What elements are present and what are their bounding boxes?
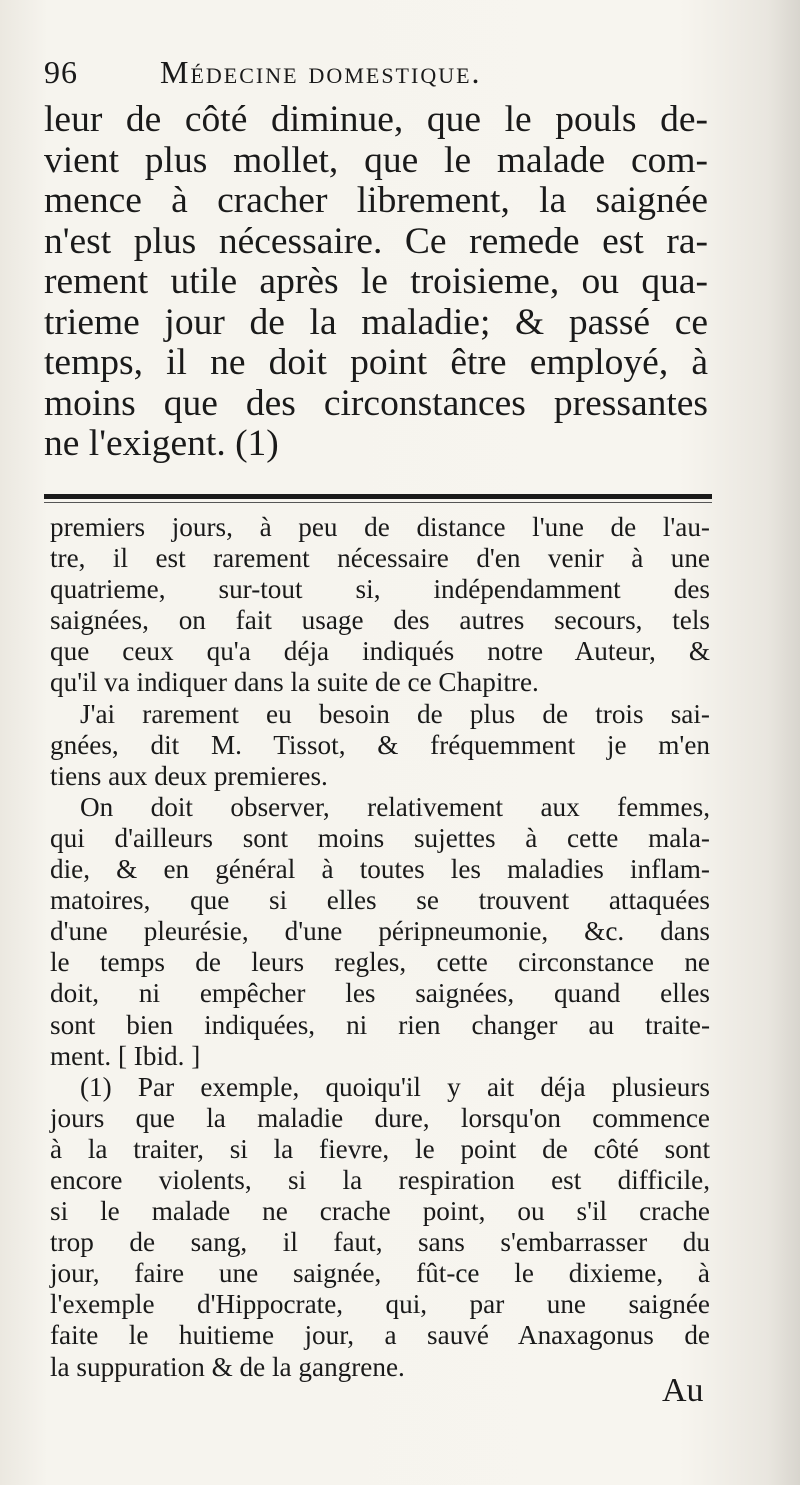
main-text-line: mence à cracher librement, la saignée (44, 180, 708, 221)
footnote-divider-thin-rule (44, 502, 712, 503)
note-line: doit, ni empêcher les saignées, quand elles (50, 978, 710, 1009)
main-text-line: temps, il ne doit point être employé, à (44, 342, 708, 383)
note-line: jour, faire une saignée, fût-ce le dixieme, à (50, 1258, 710, 1289)
note-line: qui d'ailleurs sont moins sujettes à cette mala- (50, 822, 710, 853)
note-line: le temps de leurs regles, cette circonstance ne (50, 947, 710, 978)
main-text-block (44, 100, 708, 465)
note-line: On doit observer, relativement aux femmes, (80, 791, 710, 822)
main-text-line: leur de côté diminue, que le pouls de- (44, 99, 708, 140)
note-line: l'exemple d'Hippocrate, qui, par une saignée (50, 1289, 710, 1320)
note-line: si le malade ne crache point, ou s'il crache (50, 1196, 710, 1227)
note-line: J'ai rarement eu besoin de plus de trois sai- (80, 698, 710, 729)
note-line: encore violents, si la respiration est difficile, (50, 1164, 710, 1195)
note-line: la suppuration & de la gangrene. (50, 1351, 405, 1382)
main-text-line: rement utile après le troisieme, ou qua- (44, 261, 708, 302)
note-line: jours que la maladie dure, lorsqu'on commence (50, 1102, 710, 1133)
note-line: gnées, dit M. Tissot, & fréquemment je m'en (50, 729, 710, 760)
main-text-line: trieme jour de la maladie; & passé ce (44, 301, 708, 343)
note-line: saignées, on fait usage des autres secours, tels (50, 605, 710, 636)
main-text-line: moins que des circonstances pressantes (44, 382, 708, 424)
note-line: sont bien indiquées, ni rien changer au traite- (50, 1009, 710, 1040)
main-text-line: n'est plus nécessaire. Ce remede est ra- (44, 220, 708, 262)
note-line: d'une pleurésie, d'une péripneumonie, &c. dans (50, 916, 710, 947)
page-header (44, 54, 744, 98)
catchword: Au (662, 1372, 704, 1409)
note-line: die, & en général à toutes les maladies inflam- (50, 854, 710, 885)
main-text-line: vient plus mollet, que le malade com- (44, 139, 708, 181)
note-line: trop de sang, il faut, sans s'embarrasser du (50, 1227, 710, 1258)
note-line: tre, il est rarement nécessaire d'en venir à une (50, 543, 710, 574)
note-line: à la traiter, si la fievre, le point de côté sont (50, 1133, 710, 1164)
page-number: 96 (44, 54, 78, 90)
main-text-line: ne l'exigent. (1) (44, 423, 279, 464)
footnote-divider-rule (44, 494, 712, 499)
note-line: matoires, que si elles se trouvent attaquées (50, 885, 710, 916)
note-line: faite le huitieme jour, a sauvé Anaxagonus de (50, 1320, 710, 1351)
note-line: que ceux qu'a déja indiqués notre Auteur, & (50, 636, 710, 667)
note-line: ment. [ Ibid. ] (50, 1040, 201, 1071)
note-line: tiens aux deux premieres. (50, 760, 328, 791)
footnote-block (50, 512, 710, 1383)
note-line: quatrieme, sur-tout si, indépendamment des (50, 574, 710, 605)
note-line: (1) Par exemple, quoiqu'il y ait déja plusieurs (80, 1071, 710, 1102)
running-title: Médecine domestique. (160, 54, 482, 90)
note-line: qu'il va indiquer dans la suite de ce Chapitre. (50, 667, 539, 698)
note-line: premiers jours, à peu de distance l'une de l'au- (50, 512, 710, 542)
